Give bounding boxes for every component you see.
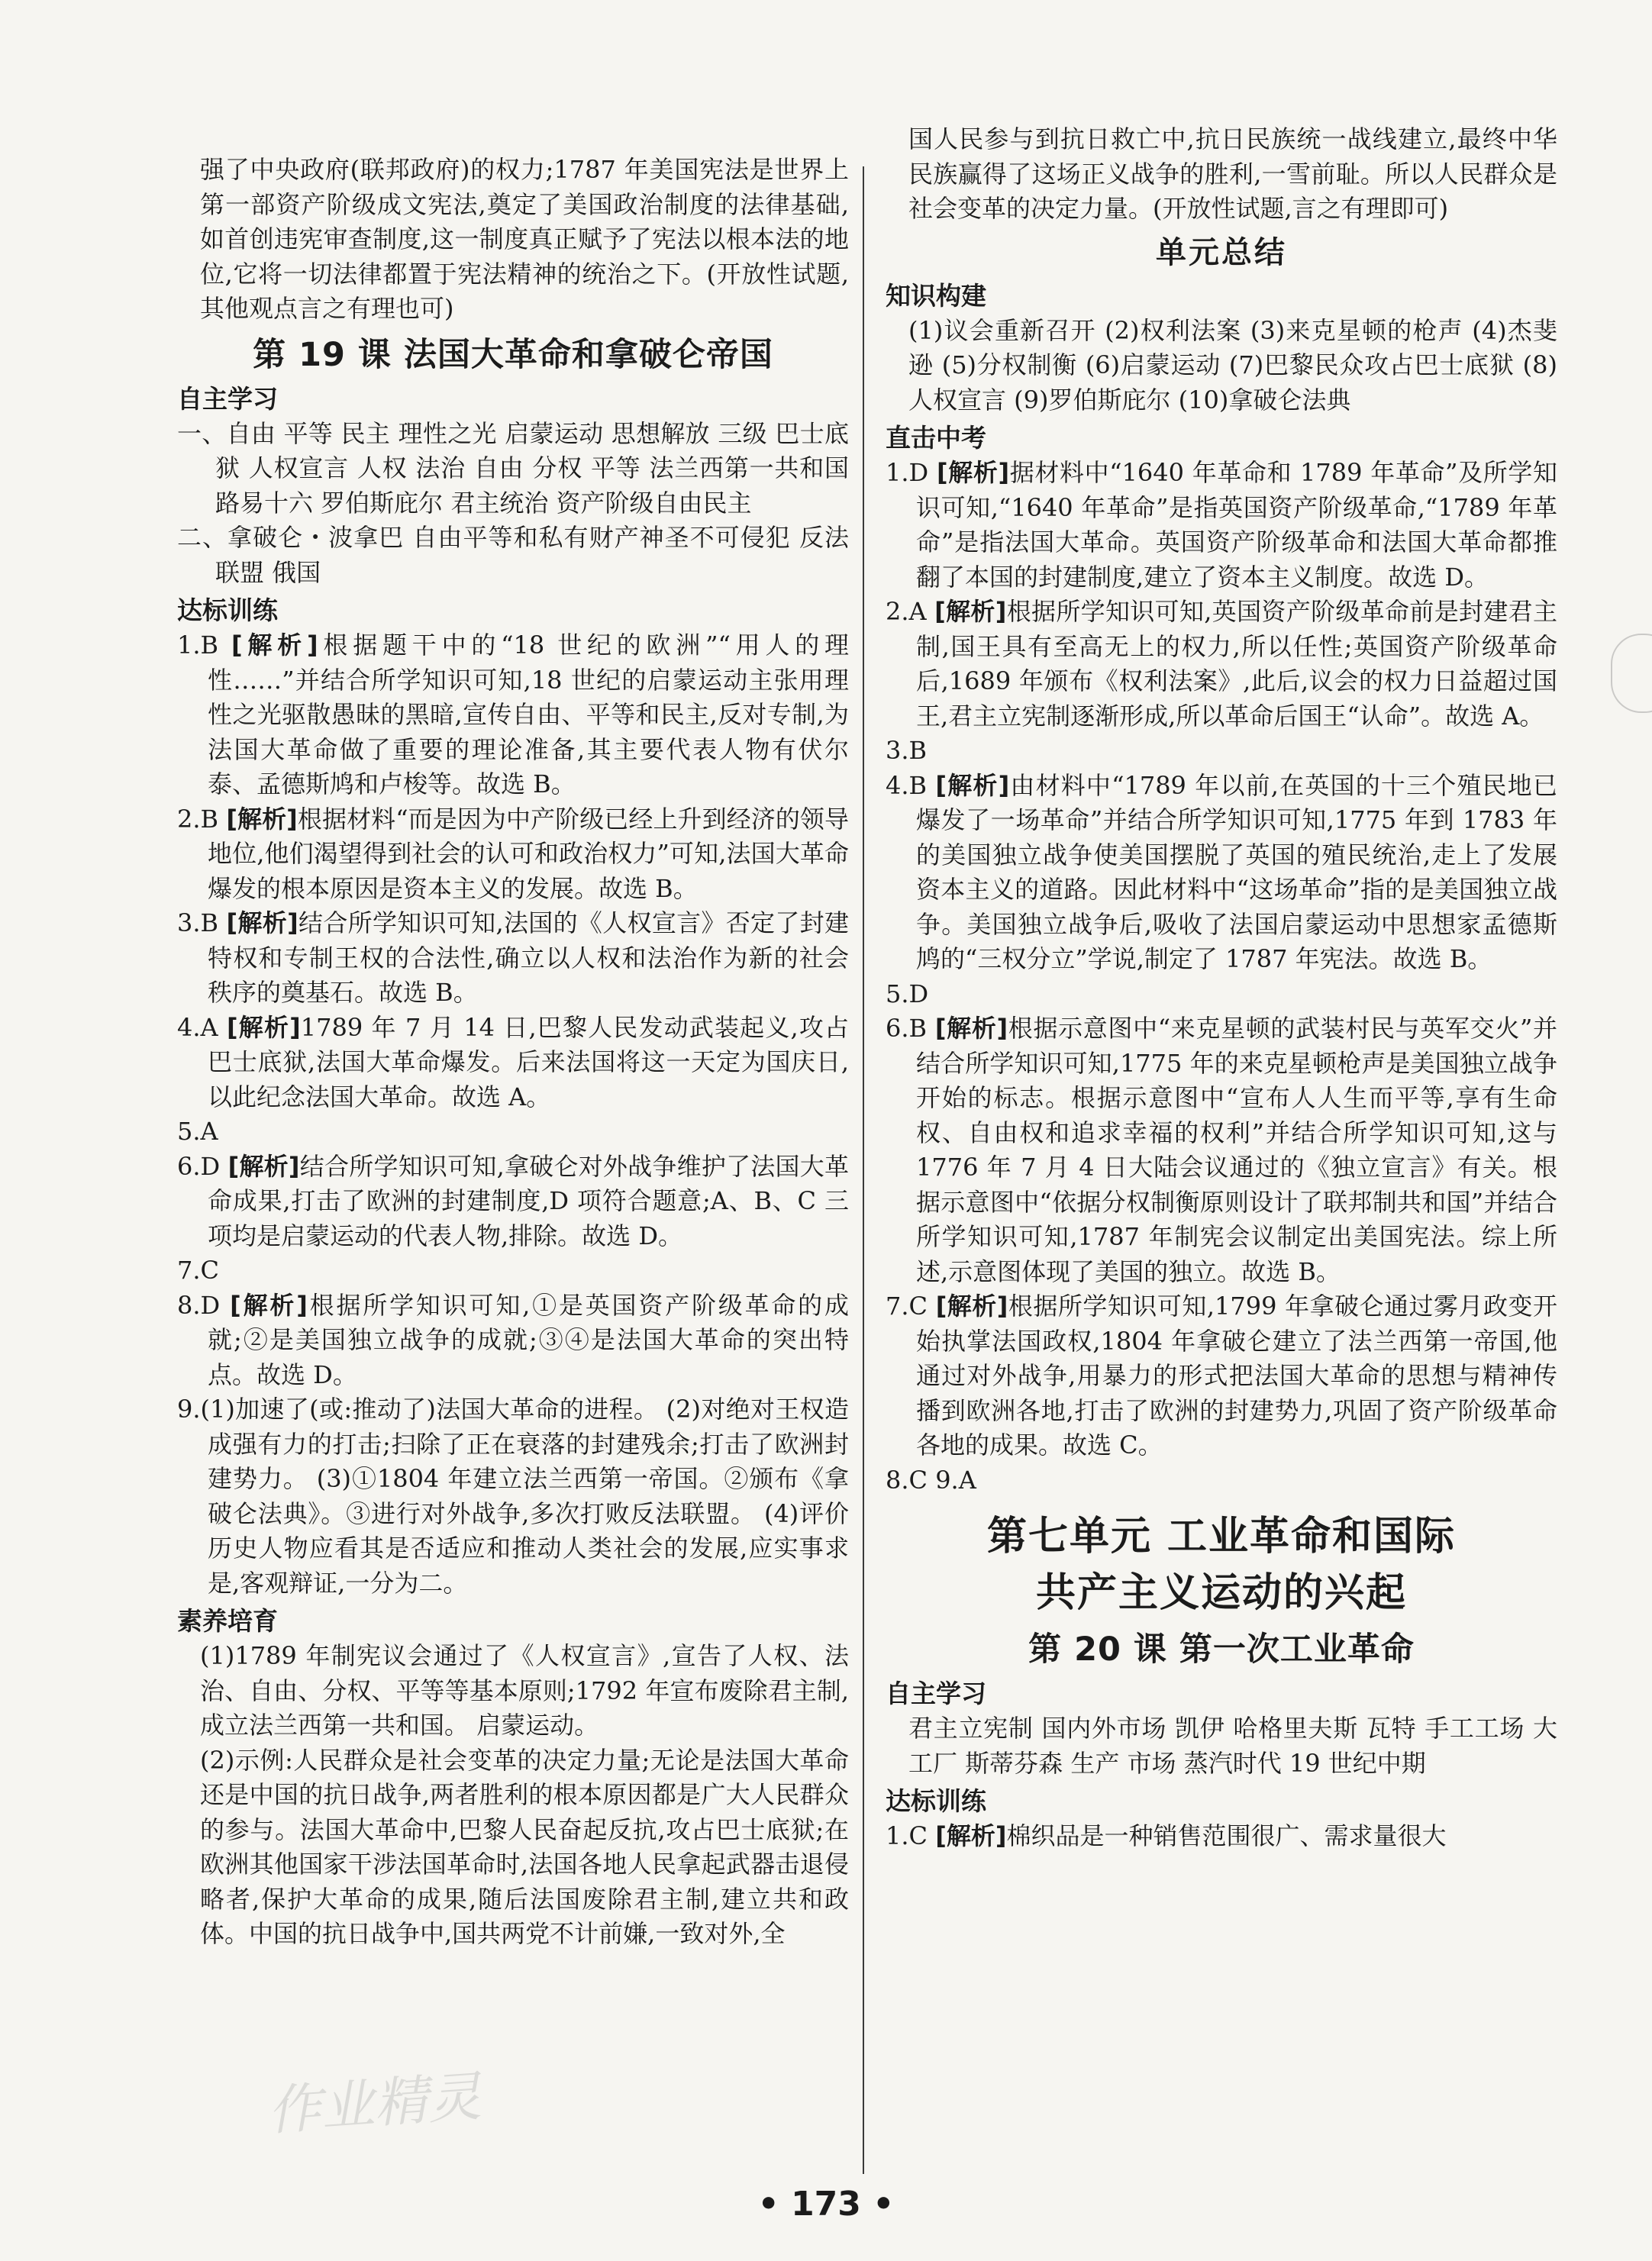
zhongkao-answer-3: 3.B [886,736,928,765]
answer-8: 8.D [解析]根据所学知识可知,①是英国资产阶级革命的成就;②是美国独立战争的成就;③④是法国大革命的突出特点。故选 D。 [177,1290,849,1389]
left-column [177,153,849,1952]
left-intro: 强了中央政府(联邦政府)的权力;1787 年美国宪法是世界上第一部资产阶级成文宪法,奠定了美国政治制度的法律基础,如首创违宪审查制度,这一制度真正赋予了宪法以根本法的地位,它将一切法律都置于宪法精神的统治之下。(开放性试题,其他观点言之有理也可) [200,155,849,323]
lesson-20-zizhu-heading: 自主学习 [886,1679,986,1708]
lesson-19-title: 第 19 课 法国大革命和拿破仑帝国 [253,335,773,374]
zhongkao-answer-8-9: 8.C 9.A [886,1465,976,1495]
unit-summary-title: 单元总结 [1156,234,1287,270]
zhongkao-answer-6: 6.B [解析]根据示意图中“来克星顿的武装村民与英军交火”并结合所学知识可知,1775 年的来克星顿枪声是美国独立战争开始的标志。根据示意图中“宣布人人生而平等,享有生命权、自由权和追求幸福的权利”并结合所学知识可知,这与 1776 年 7 月 4 日大陆会议通过的《独立宣言》有关。根据示意图中“依据分权制衡原则设计了联邦制共和国”并结合所学知识可知,1787 年制宪会议制定出美国宪法。综上所述,示意图体现了美国的独立。故选 B。 [886,1014,1557,1286]
answer-4: 4.A [解析]1789 年 7 月 14 日,巴黎人民发动武装起义,攻占巴士底狱,法国大革命爆发。后来法国将这一天定为国庆日,以此纪念法国大革命。故选 A。 [177,1012,849,1111]
suyang-heading: 素养培育 [177,1606,278,1636]
unit-7-title-line-1: 第七单元 工业革命和国际 [986,1514,1457,1559]
suyang-answer-2: (2)示例:人民群众是社会变革的决定力量;无论是法国大革命还是中国的抗日战争,两者胜利的根本原因都是广大人民群众的参与。法国大革命中,巴黎人民奋起反抗,攻占巴士底狱;在欧洲其他国家干涉法国革命时,法国各地人民拿起武器击退侵略者,保护大革命的成果,随后法国废除君主制,建立共和政体。中国的抗日战争中,国共两党不计前嫌,一致对外,全 [200,1745,849,1948]
answer-6: 6.D [解析]结合所学知识可知,拿破仑对外战争维护了法国大革命成果,打击了欧洲的封建制度,D 项符合题意;A、B、C 三项均是启蒙运动的代表人物,排除。故选 D。 [177,1151,849,1250]
lesson-20-answer-1: 1.C [解析]棉织品是一种销售范围很广、需求量很大 [886,1821,1447,1850]
unit-7-title-line-2: 共产主义运动的兴起 [1035,1570,1407,1616]
zhishi-answer: (1)议会重新召开 (2)权利法案 (3)来克星顿的枪声 (4)杰斐逊 (5)分权制衡 (6)启蒙运动 (7)巴黎民众攻占巴士底狱 (8)人权宣言 (9)罗伯斯庇尔 (10)拿破仑法典 [908,315,1557,414]
zizhu-heading: 自主学习 [177,383,278,414]
zhongkao-answer-1: 1.D [解析]据材料中“1640 年革命和 1789 年革命”及所学知识可知,“1640 年革命”是指英国资产阶级革命,“1789 年革命”是指法国大革命。英国资产阶级革命和法国大革命都推翻了本国的封建制度,建立了资本主义制度。故选 D。 [886,458,1557,592]
answer-1: 1.B [解析]根据题干中的“18 世纪的欧洲”“用人的理性……”并结合所学知识可知,18 世纪的启蒙运动主张用理性之光驱散愚昧的黑暗,宣传自由、平等和民主,反对专制,为法国大革命做了重要的理论准备,其主要代表人物有伏尔泰、孟德斯鸠和卢梭等。故选 B。 [177,631,849,798]
right-column [886,122,1557,1854]
lesson-20-zizhu-answer: 君主立宪制 国内外市场 凯伊 哈格里夫斯 瓦特 手工工场 大工厂 斯蒂芬森 生产 市场 蒸汽时代 19 世纪中期 [908,1714,1557,1778]
edge-stamp [1611,634,1652,713]
page-number: • 173 • [757,2185,895,2224]
lesson-20-dabiao-heading: 达标训练 [886,1786,986,1816]
suyang-answer-1: (1)1789 年制宪议会通过了《人权宣言》,宣告了人权、法治、自由、分权、平等等基本原则;1792 年宣布废除君主制,成立法兰西第一共和国。 启蒙运动。 [200,1641,849,1740]
answer-3: 3.B [解析]结合所学知识可知,法国的《人权宣言》否定了封建特权和专制王权的合法性,确立以人权和法治作为新的社会秩序的奠基石。故选 B。 [177,908,849,1007]
zizhu-answer-1: 一、自由 平等 民主 理性之光 启蒙运动 思想解放 三级 巴士底狱 人权宣言 人权 法治 自由 分权 平等 法兰西第一共和国 路易十六 罗伯斯庇尔 君主统治 资产阶级自由民主 [177,418,849,518]
right-intro: 国人民参与到抗日救亡中,抗日民族统一战线建立,最终中华民族赢得了这场正义战争的胜利,一雪前耻。所以人民群众是社会变革的决定力量。(开放性试题,言之有理即可) [908,124,1557,223]
zhongkao-answer-7: 7.C [解析]根据所学知识可知,1799 年拿破仑通过雾月政变开始执掌法国政权,1804 年拿破仑建立了法兰西第一帝国,他通过对外战争,用暴力的形式把法国大革命的思想与精神传播到欧洲各地,打击了欧洲的封建势力,巩固了资产阶级革命各地的成果。故选 C。 [886,1292,1557,1459]
watermark: 作业精灵 [265,2065,483,2143]
zhongkao-heading: 直击中考 [886,423,986,453]
answer-9: 9.(1)加速了(或:推动了)法国大革命的进程。 (2)对绝对王权造成强有力的打击;扫除了正在衰落的封建残余;打击了欧洲封建势力。 (3)①1804 年建立法兰西第一帝国。②颁布《拿破仑法典》。③进行对外战争,多次打败反法联盟。 (4)评价历史人物应看其是否适应和推动人类社会的发展,应实事求是,客观辩证,一分为二。 [177,1395,849,1598]
lesson-20-title: 第 20 课 第一次工业革命 [1028,1630,1415,1669]
answer-2: 2.B [解析]根据材料“而是因为中产阶级已经上升到经济的领导地位,他们渴望得到社会的认可和政治权力”可知,法国大革命爆发的根本原因是资本主义的发展。故选 B。 [177,804,849,903]
zizhu-answer-2: 二、拿破仑・波拿巴 自由平等和私有财产神圣不可侵犯 反法联盟 俄国 [177,523,849,587]
answer-7: 7.C [177,1256,220,1285]
zhishi-heading: 知识构建 [886,280,986,311]
zhongkao-answer-2: 2.A [解析]根据所学知识可知,英国资产阶级革命前是封建君主制,国王具有至高无上的权力,所以任性;英国资产阶级革命后,1689 年颁布《权利法案》,此后,议会的权力日益超过国王,君主立宪制逐渐形成,所以革命后国王“认命”。故选 A。 [886,597,1557,731]
zhongkao-answer-5: 5.D [886,979,929,1008]
dabiao-heading: 达标训练 [177,595,278,625]
zhongkao-answer-4: 4.B [解析]由材料中“1789 年以前,在英国的十三个殖民地已爆发了一场革命”并结合所学知识可知,1775 年到 1783 年的美国独立战争使美国摆脱了英国的殖民统治,走上了发展资本主义的道路。因此材料中“这场革命”指的是美国独立战争。美国独立战争后,吸收了法国启蒙运动中思想家孟德斯鸠的“三权分立”学说,制定了 1787 年宪法。故选 B。 [886,770,1557,973]
answer-5: 5.A [177,1117,218,1146]
column-divider [863,166,864,2174]
